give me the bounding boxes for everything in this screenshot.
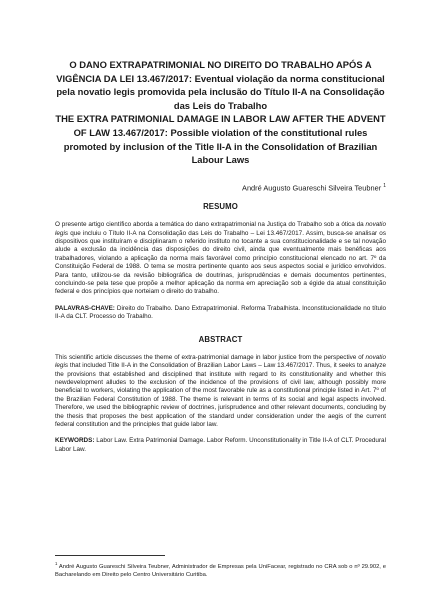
keywords <box>55 437 386 454</box>
article-page <box>55 58 386 454</box>
abstract-text <box>55 354 386 430</box>
resumo-heading: RESUMO <box>203 202 238 212</box>
footnote <box>55 560 386 579</box>
footnote-text: André Augusto Guareschi Silveira Teubner, Administrador de Empresas pela UniFacear, registrado no CRA sob o nº 29.902, e Bacharelando em Direito pelo Centro Universitário Curitiba. <box>55 563 386 579</box>
title-english: THE EXTRA PATRIMONIAL DAMAGE IN LABOR LAW AFTER THE ADVENT OF LAW 13.467/2017: Possible violation of the constitutional rules promoted by inclusion of the Title II-A in the Consolidation of Brazilian Labour Laws <box>55 113 386 166</box>
resumo-italic-term: novatio legis <box>55 221 386 237</box>
keywords-label: KEYWORDS: <box>55 437 95 445</box>
palavras-chave-text: Direito do Trabalho. Dano Extrapatrimonial. Reforma Trabalhista. Inconstitucionalidade no título II-A da CLT. Processo do Trabalho. <box>55 304 387 321</box>
palavras-chave-label: PALAVRAS-CHAVE: <box>55 304 115 312</box>
abstract-text-part-1: This scientific article discusses the theme of extra-patrimonial damage in labor justice from the perspective of <box>55 353 366 361</box>
abstract-italic-term: novatio legis <box>55 353 386 370</box>
author-footnote-mark: 1 <box>383 182 386 189</box>
footnote-divider <box>55 555 165 556</box>
abstract-text-part-2: that included Title II-A in the Consolidation of Brazilian Labor Laws – Law 13.467/2017. Thus, it seeks to analyze the provisions that established and disciplined that institute with regard to its constitutionality and whether this newdevelopment alludes to the exclusion of the incidence of the provisions of civil law, although possibly more beneficial to workers, violating the application of the most favorable rule as a constitutional principle listed in Art. 7º of the Brazilian Federal Constitution of 1988. The theme is relevant in terms of its social and legal aspects involved. Therefore, we used the bibliographic review of doctrines, jurisprudence and other relevant documents, concluding by the thesis that proposes the best application of the standard under consideration under the aegis of the current federal constitution and the principles that guide labor law. <box>55 362 386 428</box>
resumo-text <box>55 221 386 297</box>
author-line <box>55 181 386 193</box>
resumo-text-part-2: que incluiu o Título II-A na Consolidação das Leis do Trabalho – Lei 13.467/2017. Assim, busca-se analisar os dispositivos que instituíram e disciplinaram o referido instituto no tocante a sua constitucionalidade e se tal novação alude a exclusão da incidência das disposições do direito civil, ainda que eventualmente mais benéficas aos trabalhadores, violando a aplicação da norma mais favorável como princípio constitucional elencado no art. 7º da Constituição Federal de 1988. O tema se mostra pertinente quanto aos seus aspectos social e jurídico envolvidos. Para tanto, utilizou-se da revisão bibliográfica de doutrinas, jurisprudências e demais documentos pertinentes, concluindo-se pela tese que propõe a melhor aplicação da norma em apreciação sob a égide da atual constituição federal e dos princípios que norteiam o direito do trabalho. <box>55 229 386 296</box>
keywords-text: Labor Law. Extra Patrimonial Damage. Labor Reform. Unconstitutionality in Title II-A of CLT. Procedural Labor Law. <box>55 437 386 453</box>
author-name: André Augusto Guareschi Silveira Teubner <box>242 183 382 193</box>
palavras-chave <box>55 305 386 322</box>
footnote-mark: 1 <box>55 561 58 566</box>
abstract-heading: ABSTRACT <box>198 334 243 344</box>
title-portuguese: O DANO EXTRAPATRIMONIAL NO DIREITO DO TRABALHO APÓS A VIGÊNCIA DA LEI 13.467/2017: Eventual violação da norma constitucional pela novatio legis promovida pela inclusão do Título II-A na Consolidação das Leis do Trabalho <box>56 59 385 111</box>
resumo-text-part-1: O presente artigo científico aborda a temática do dano extrapatrimonial na Justiça do Trabalho sob a ótica da <box>55 221 366 229</box>
